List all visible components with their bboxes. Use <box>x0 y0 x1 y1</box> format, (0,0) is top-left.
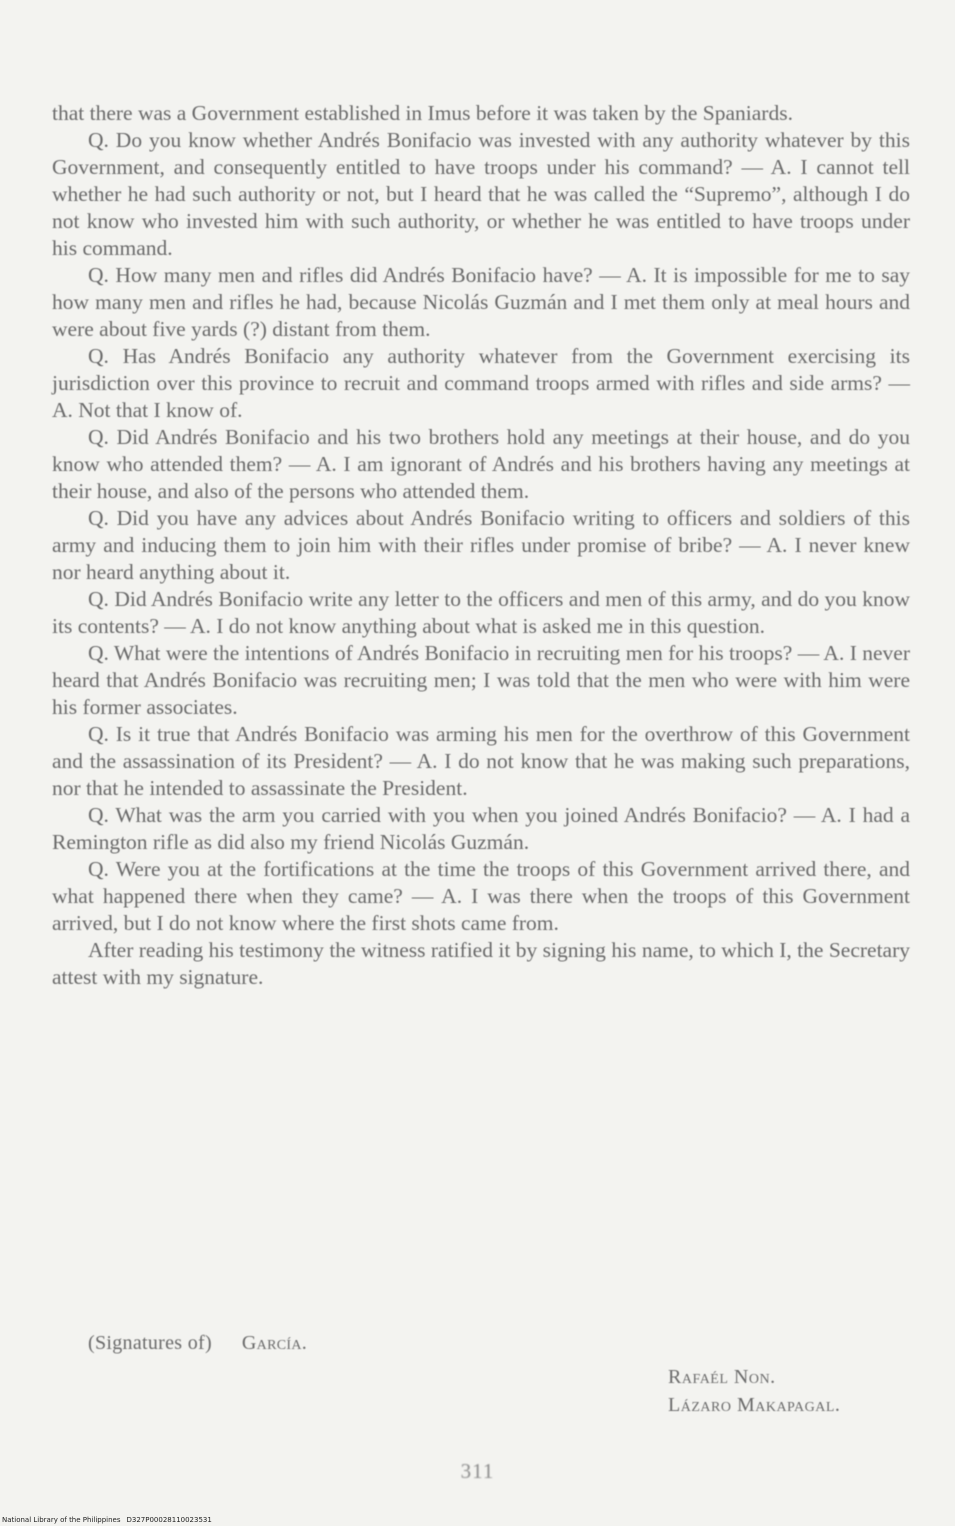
signer-name: Lázaro Makapagal. <box>668 1394 841 1416</box>
paragraph-question: Q. Has Andrés Bonifacio any authority whatever from the Government exercising its jurisdiction over this province to recruit and command troops armed with rifles and side arms? — A. Not that I know of. <box>52 344 910 422</box>
testimony-text <box>52 100 910 991</box>
footer-institution: National Library of the Philippines <box>2 1516 121 1524</box>
paragraph-question: Q. What were the intentions of Andrés Bonifacio in recruiting men for his troops? — A. I never heard that Andrés Bonifacio was recruiting men; I was told that the men who were with him were his former associates. <box>52 641 910 719</box>
paragraph-question: Q. Did Andrés Bonifacio and his two brothers hold any meetings at their house, and do you know who attended them? — A. I am ignorant of Andrés and his brothers having any meetings at their house, and also of the persons who attended them. <box>52 425 910 503</box>
paragraph-question: Q. Did Andrés Bonifacio write any letter to the officers and men of this army, and do you know its contents? — A. I do not know anything about what is asked me in this question. <box>52 587 910 638</box>
paragraph-question: Q. Do you know whether Andrés Bonifacio was invested with any authority whatever by this Government, and consequently entitled to have troops under his command? — A. I cannot tell whether he had such authority or not, but I heard that he was called the “Supremo”, although I do not know who invested him with such authority, or whether he was entitled to have troops under his command. <box>52 128 910 260</box>
signers-block <box>668 1363 840 1419</box>
signature-line <box>88 1332 307 1355</box>
signature-label: (Signatures of) <box>88 1332 212 1354</box>
paragraph-question: Q. Is it true that Andrés Bonifacio was arming his men for the overthrow of this Government and the assassination of its President? — A. I do not know that he was making such preparations, nor that he intended to assassinate the President. <box>52 722 910 800</box>
paragraph-question: Q. How many men and rifles did Andrés Bonifacio have? — A. It is impossible for me to say how many men and rifles he had, because Nicolás Guzmán and I met them only at meal hours and were about five yards (?) distant from them. <box>52 263 910 341</box>
paragraph-question: Q. Did you have any advices about Andrés Bonifacio writing to officers and soldiers of this army and inducing them to join him with their rifles under promise of bribe? — A. I never knew nor heard anything about it. <box>52 506 910 584</box>
paragraph-closing: After reading his testimony the witness ratified it by signing his name, to which I, the Secretary attest with my signature. <box>52 938 910 989</box>
signature-name: García. <box>241 1332 308 1354</box>
paragraph-continuation: that there was a Government established in Imus before it was taken by the Spaniards. <box>52 101 793 125</box>
footer-reference: D327P00028110023531 <box>126 1516 212 1524</box>
page-number: 311 <box>460 1459 495 1483</box>
paragraph-question: Q. What was the arm you carried with you when you joined Andrés Bonifacio? — A. I had a Remington rifle as did also my friend Nicolás Guzmán. <box>52 803 910 854</box>
paragraph-question: Q. Were you at the fortifications at the time the troops of this Government arrived there, and what happened there when they came? — A. I was there when the troops of this Government arrived, but I do not know where the first shots came from. <box>52 857 910 935</box>
footer-credit <box>2 1516 218 1524</box>
signer-name: Rafaél Non. <box>668 1366 776 1388</box>
